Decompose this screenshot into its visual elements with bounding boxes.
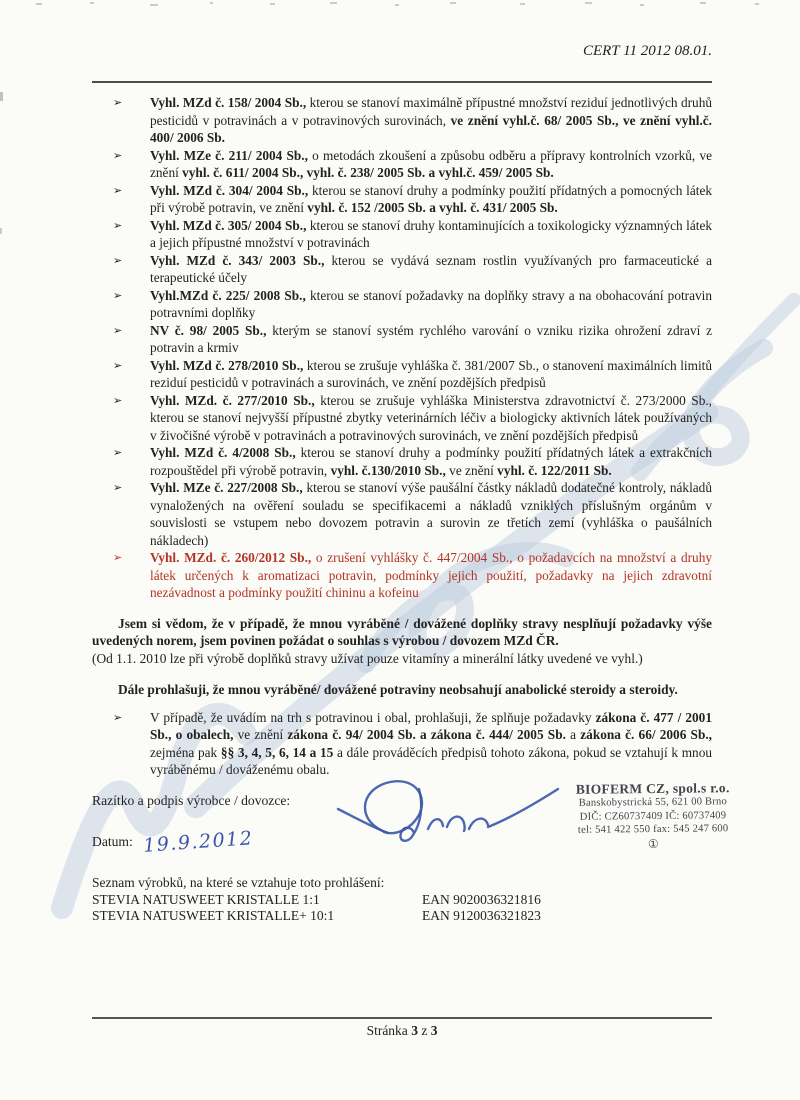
product-list-intro: Seznam výrobků, na které se vztahuje toto prohlášení: <box>92 874 385 890</box>
decree-item <box>113 182 712 217</box>
product-name: STEVIA NATUSWEET KRISTALLE+ 10:1 <box>92 908 335 924</box>
text-segment: kterou se stanoví maximálně přípustné množství reziduí jednotlivých druhů pesticidů v potravinách a v potravinových surovinách, <box>150 95 712 128</box>
declaration-paragraph-1: Jsem si vědom, že v případě, že mnou vyráběné / dovážené doplňky stravy nesplňují požadavky výše uvedených norem, jsem povinen požádat o souhlas s výrobou / dovozem MZd ČR. <box>92 615 712 649</box>
stamp-ids: DIČ: CZ60737409 IČ: 60737409 <box>579 809 727 823</box>
decree-item <box>113 392 712 445</box>
bullet-arrow-icon: ➢ <box>113 183 123 197</box>
header-rule <box>92 81 712 83</box>
bullet-arrow-icon: ➢ <box>113 96 123 109</box>
text-segment: Vyhl. MZd. č. 260/2012 Sb., <box>150 550 316 565</box>
text-segment: 3 <box>430 1023 438 1038</box>
bullet-arrow-icon: ➢ <box>113 551 123 564</box>
text-segment: kterou se stanoví druhy a podmínky použití přídatných a pomocných látek při výrobě potravin, ve znění <box>150 182 712 215</box>
product-name: STEVIA NATUSWEET KRISTALLE 1:1 <box>92 891 320 907</box>
text-segment: vyhl. č. 152 /2005 Sb. a vyhl. č. 431/ 2005 Sb. <box>307 200 558 215</box>
text-segment: Vyhl. MZd č. 305/ 2004 Sb., <box>150 217 310 233</box>
text-segment: vyhl. č. 122/2011 Sb. <box>497 462 612 478</box>
decree-item <box>113 444 712 479</box>
text-segment: kterou se stanoví výše paušální částky nákladů dodatečné kontroly, nákladů vynaložených na ověření souladu se specifikacemi a nákladů vzniklých příslušným orgánům v souvislosti se vstupem nebo dovozem potravin a surovin ze třetích zemí (vyhláška o paušálních nákladech) <box>150 480 712 548</box>
decree-item <box>113 549 712 602</box>
text-segment: zákona č. 94/ 2004 Sb. a zákona č. 444/ 2005 Sb. <box>287 727 566 743</box>
decree-item <box>113 147 712 182</box>
bullet-arrow-icon: ➢ <box>113 710 123 724</box>
text-segment: ve znění <box>233 727 288 743</box>
bullet-arrow-icon: ➢ <box>113 288 123 302</box>
bullet-arrow-icon: ➢ <box>113 218 123 232</box>
text-segment: kterým se stanoví systém rychlého varování o vzniku rizika ohrožení zdraví z potravin a krmiv <box>150 322 712 355</box>
text-segment: Vyhl. MZd č. 278/2010 Sb., <box>150 357 307 373</box>
decree-item <box>113 322 712 357</box>
cert-reference: CERT 11 2012 08.01. <box>582 43 712 59</box>
text-segment: Vyhl. MZe č. 227/2008 Sb., <box>150 480 307 495</box>
page-footer <box>92 1017 712 1039</box>
packaging-bullet-list <box>113 709 712 779</box>
text-segment: Vyhl. MZd č. 343/ 2003 Sb., <box>150 252 332 268</box>
stamp-company: BIOFERM CZ, spol.s r.o. <box>575 780 730 797</box>
product-list <box>92 875 712 925</box>
document-content <box>92 0 730 925</box>
stamp-address: Banskobystrická 55, 621 00 Brno <box>578 796 728 809</box>
handwritten-date: 19.9.2012 <box>142 827 254 857</box>
text-segment: zákona č. 477 / 2001 Sb., o obalech, <box>150 709 712 743</box>
text-segment: vyhl. č. 611/ 2004 Sb., vyhl. č. 238/ 2005 Sb. a vyhl.č. 459/ 2005 Sb. <box>182 165 554 180</box>
text-segment: ve znění vyhl.č. 68/ 2005 Sb., ve znění vyhl.č. 400/ 2006 Sb. <box>150 112 712 145</box>
stamp-contacts: tel: 541 422 550 fax: 545 247 600 <box>577 823 729 836</box>
decree-item <box>113 709 712 779</box>
text-segment: a dále prováděcích předpisů tohoto zákona, pokud se vztahují k mnou vyráběnému / dováženému obalu. <box>150 744 712 778</box>
date-label: Datum: <box>92 833 133 849</box>
signature-block <box>92 780 730 871</box>
decree-item <box>113 94 712 147</box>
text-segment: kterou se stanoví požadavky na doplňky stravy a na obohacování potravin potravními doplňky <box>150 287 712 320</box>
text-segment: zejména pak <box>150 744 221 760</box>
page-indicator <box>92 1023 712 1039</box>
decree-item <box>113 357 712 392</box>
text-segment: V případě, že uvádím na trh s potravinou i obal, prohlašuji, že splňuje požadavky <box>150 709 596 725</box>
declaration-paragraph-2: Dále prohlašuji, že mnou vyráběné/ dovážené potraviny neobsahují anabolické steroidy a steroidy. <box>118 682 678 698</box>
decree-item <box>113 479 712 549</box>
text-segment: Vyhl.MZd č. 225/ 2008 Sb., <box>150 287 310 303</box>
stamp-mark: ① <box>647 836 659 851</box>
stamp-signature-label: Razítko a podpis výrobce / dovozce: <box>92 792 291 808</box>
product-rows <box>92 892 712 926</box>
product-row <box>92 908 712 925</box>
declaration-note: (Od 1.1. 2010 lze při výrobě doplňků stravy užívat pouze vitamíny a minerální látky uvedené ve vyhl.) <box>92 650 643 666</box>
text-segment: Vyhl. MZd č. 304/ 2004 Sb., <box>150 182 313 198</box>
text-segment: §§ 3, 4, 5, 6, 14 a 15 <box>220 744 334 760</box>
product-ean: EAN 9120036321823 <box>422 908 541 924</box>
scan-noise <box>0 92 3 101</box>
text-segment: o metodách zkoušení a způsobu odběru a přípravy kontrolních vzorků, ve znění <box>150 147 712 180</box>
text-segment: kterou se stanoví druhy kontaminujících a toxikologicky významných látek a jejich přípustné množství v potravinách <box>150 217 712 250</box>
text-segment: Vyhl. MZd č. 158/ 2004 Sb., <box>150 95 310 110</box>
text-segment: a <box>565 727 581 743</box>
bullet-arrow-icon: ➢ <box>113 446 123 459</box>
scan-noise <box>0 228 2 234</box>
scan-noise <box>755 3 759 5</box>
company-stamp <box>544 780 763 852</box>
text-segment: kterou se vydává seznam rostlin využívaných pro farmaceutické a terapeutické účely <box>150 252 712 285</box>
decree-item <box>113 287 712 322</box>
text-segment: ve znění <box>445 462 498 478</box>
text-segment: Vyhl. MZd. č. 277/2010 Sb., <box>150 392 321 408</box>
scan-noise <box>36 3 42 5</box>
bullet-arrow-icon: ➢ <box>113 323 123 337</box>
bullet-arrow-icon: ➢ <box>113 481 123 494</box>
text-segment: zákona č. 66/ 2006 Sb., <box>580 727 712 743</box>
decree-item <box>113 252 712 287</box>
bullet-arrow-icon: ➢ <box>113 358 123 372</box>
handwritten-signature <box>330 775 565 855</box>
text-segment: o zrušení vyhlášky č. 447/2004 Sb., o požadavcích na množství a druhy látek určených k aromatizaci potravin, podmínky jejich použití, požadavky na jejich zdravotní nezávadnost a podmínky použití chininu a kofeinu <box>150 550 712 600</box>
footer-rule <box>92 1017 712 1019</box>
text-segment: kterou se zrušuje vyhláška Ministerstva zdravotnictví č. 273/2000 Sb., kterou se stanoví nejvyšší přípustné zbytky veterinárních léčiv a biologicky aktivních látek používaných v živočišné výrobě v potravinách a potravinových surovinách, ve znění pozdějších předpisů <box>150 392 712 443</box>
bullet-arrow-icon: ➢ <box>113 148 123 162</box>
text-segment: Vyhl. MZd č. 4/2008 Sb., <box>150 445 301 460</box>
bullet-arrow-icon: ➢ <box>113 253 123 267</box>
text-segment: Vyhl. MZe č. 211/ 2004 Sb., <box>150 147 313 163</box>
product-row <box>92 892 712 909</box>
text-segment: kterou se stanoví druhy a podmínky použití přídatných látek a extrakčních rozpouštědel při výrobě potravin, <box>150 445 712 478</box>
bullet-arrow-icon: ➢ <box>113 393 123 407</box>
decree-list <box>113 94 712 602</box>
text-segment: Stránka <box>366 1023 412 1038</box>
product-ean: EAN 9020036321816 <box>422 891 541 907</box>
text-segment: kterou se zrušuje vyhláška č. 381/2007 Sb., o stanovení maximálních limitů reziduí pesticidů v potravinách a surovinách, ve znění pozdějších předpisů <box>150 357 712 390</box>
text-segment: z <box>417 1023 431 1038</box>
text-segment: 3 <box>411 1023 418 1038</box>
text-segment: vyhl. č.130/2010 Sb., <box>330 462 446 478</box>
decree-item <box>113 217 712 252</box>
text-segment: NV č. 98/ 2005 Sb., <box>150 322 273 338</box>
